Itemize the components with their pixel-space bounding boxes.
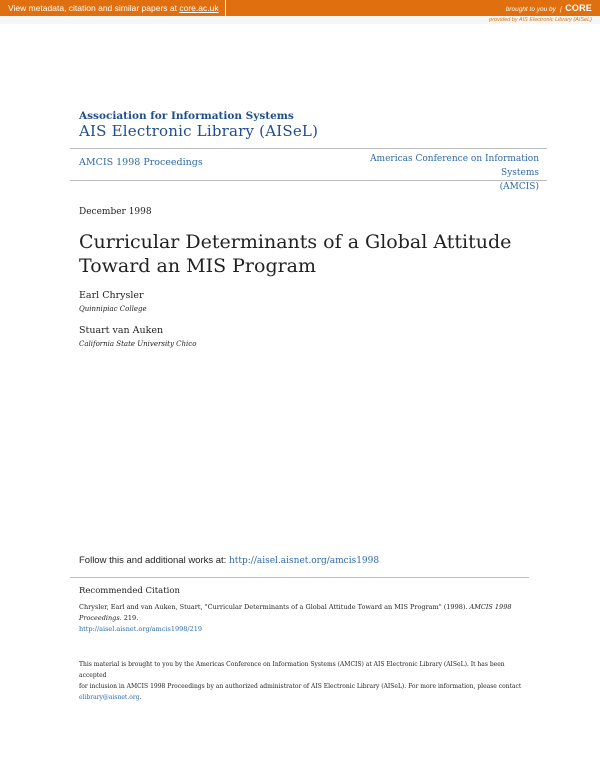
paper-title [79, 230, 539, 278]
follow-line [79, 555, 379, 566]
core-brand-name: CORE [565, 3, 592, 13]
core-domain-link[interactable]: core.ac.uk [179, 3, 219, 13]
rights-line-2: for inclusion in AMCIS 1998 Proceedings by an authorized administrator of AIS Electronic Library (AISeL). For more information, please contact [79, 683, 522, 690]
rights-line-1: This material is brought to you by the Americas Conference on Information Systems (AMCIS) at AIS Electronic Library (AISeL). It has been accepted [79, 661, 505, 679]
core-brand[interactable] [506, 1, 592, 17]
author-affiliation: Quinnipiac College [79, 305, 147, 313]
citation-divider [70, 577, 529, 578]
citation-url-link[interactable]: http://aisel.aisnet.org/amcis1998/219 [79, 625, 203, 633]
author-name: Stuart van Auken [79, 325, 164, 336]
core-provided-by: provided by AIS Electronic Library (AISeL) [489, 17, 592, 23]
author-name: Earl Chrysler [79, 290, 144, 301]
recommended-citation-heading: Recommended Citation [79, 586, 180, 596]
author-affiliation: California State University Chico [79, 340, 197, 348]
brought-to-you-text: brought to you by [505, 6, 556, 13]
email-suffix: . [139, 694, 142, 701]
rights-statement [79, 659, 529, 703]
library-name[interactable]: AIS Electronic Library (AISeL) [79, 122, 319, 140]
core-metadata-link[interactable] [0, 0, 226, 16]
core-logo-icon: ❘ [557, 6, 564, 13]
follow-text: Follow this and additional works at: [79, 555, 229, 566]
publication-date: December 1998 [79, 207, 152, 217]
title-line-2: Toward an MIS Program [79, 255, 317, 277]
top-divider [70, 148, 547, 149]
association-name: Association for Information Systems [79, 110, 294, 122]
title-line-1: Curricular Determinants of a Global Attitude [79, 231, 512, 253]
citation-venue: AMCIS 1998 Proceedings [79, 603, 512, 622]
conference-link[interactable] [330, 152, 539, 194]
proceedings-link[interactable]: AMCIS 1998 Proceedings [79, 157, 203, 168]
contact-email-link[interactable]: elibrary@aisnet.org [79, 694, 140, 701]
citation-page: . 219. [119, 614, 139, 622]
conference-line-2: (AMCIS) [499, 182, 539, 192]
conference-line-1: Americas Conference on Information Systems [370, 154, 539, 178]
core-link-text: View metadata, citation and similar papers at [8, 3, 180, 13]
bottom-divider [70, 180, 547, 181]
citation-text [79, 602, 524, 635]
citation-body: Chrysler, Earl and van Auken, Stuart, "Curricular Determinants of a Global Attitude Toward an MIS Program" (1998). [79, 603, 470, 611]
collection-url-link[interactable]: http://aisel.aisnet.org/amcis1998 [228, 556, 380, 566]
